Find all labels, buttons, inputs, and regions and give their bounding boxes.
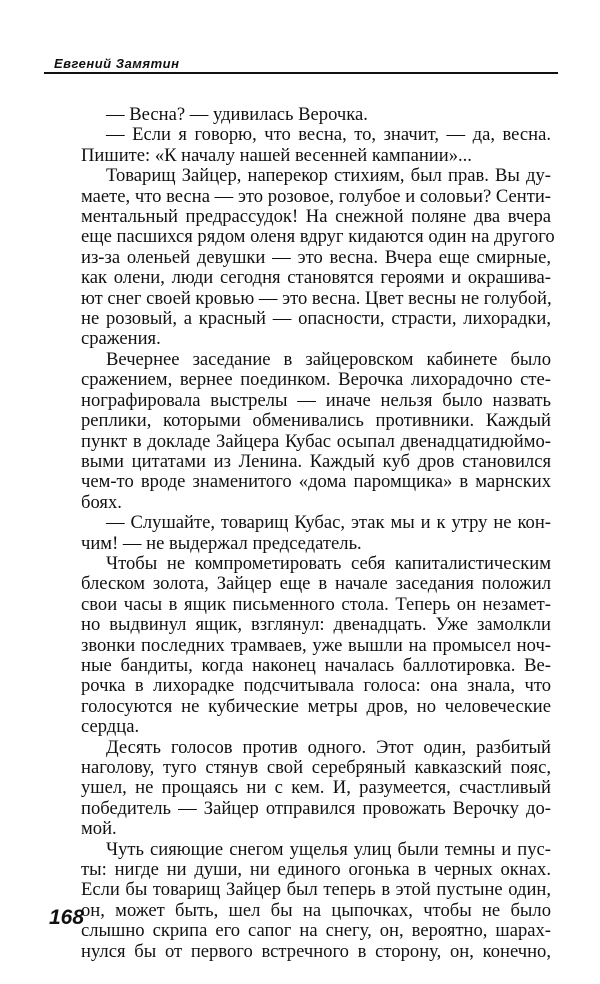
text-line: маете, что весна — это розовое, голубое и соловьи? Сенти-: [81, 185, 551, 207]
text-line: ушел, не прощаясь ни с кем. И, разумеется, счастливый: [81, 777, 551, 799]
text-line: пункт в докладе Зайцера Кубас осыпал двенадцатидюймо-: [81, 430, 551, 452]
text-line: Товарищ Зайцер, наперекор стихиям, был прав. Вы ду-: [106, 165, 551, 187]
text-line: чим! — не выдержал председатель.: [81, 532, 362, 554]
text-line: реплики, которыми обменивались противники. Каждый: [81, 410, 551, 432]
text-line: ют снег своей кровью — это весна. Цвет весны не голубой,: [81, 287, 552, 309]
header-rule: [44, 72, 558, 74]
running-head: Евгений Замятин: [54, 56, 180, 71]
text-line: звонки последних трамваев, уже вышли на промысел ноч-: [81, 634, 551, 656]
text-line: Пишите: «К началу нашей весенней кампании»...: [81, 144, 472, 166]
text-line: еще пасшихся рядом оленя вдруг кидаются один на другого: [81, 226, 555, 248]
page-number: 168: [49, 906, 85, 929]
text-line: — Слушайте, товарищ Кубас, этак мы и к утру не кон-: [106, 512, 551, 534]
text-line: ты: нигде ни души, ни единого огонька в черных окнах.: [81, 859, 551, 881]
text-line: — Весна? — удивилась Верочка.: [106, 104, 368, 125]
text-line: он, может быть, шел бы на цыпочках, чтобы не было: [81, 899, 551, 921]
text-line: мой.: [81, 818, 117, 840]
text-line: как олени, люди сегодня становятся героями и окрашива-: [81, 267, 551, 289]
text-line: не розовый, а красный — опасности, страсти, лихорадки,: [81, 308, 551, 330]
text-line: Чуть сияющие снегом ущелья улиц были темны и пус-: [106, 838, 551, 860]
text-line: сердца.: [81, 716, 140, 738]
text-line: — Если я говорю, что весна, то, значит, — да, весна.: [106, 124, 551, 146]
text-line: блеском золота, Зайцер еще в начале заседания положил: [81, 573, 551, 595]
text-line: победитель — Зайцер отправился провожать Верочку до-: [81, 797, 551, 819]
text-line: чем-то вроде знаменитого «дома паромщика» в марнских: [81, 471, 551, 493]
page-text: [81, 104, 555, 962]
text-line: Вечернее заседание в зайцеровском кабинете было: [106, 348, 551, 370]
text-line: Если бы товарищ Зайцер был теперь в этой пустыне один,: [81, 879, 551, 901]
text-line: наголову, туго стянув свой серебряный кавказский пояс,: [81, 757, 551, 778]
text-line: слышно скрипа его сапог на снегу, он, вероятно, шарах-: [81, 920, 551, 942]
text-line: сражения.: [81, 328, 161, 350]
text-line: нулся бы от первого встречного в сторону, он, конечно,: [81, 940, 551, 962]
text-line: из-за оленьей девушки — это весна. Вчера еще смирные,: [81, 246, 551, 268]
text-line: голосуются не кубические метры дров, но человеческие: [81, 695, 551, 717]
text-line: нографировала выстрелы — иначе нельзя было назвать: [81, 389, 551, 411]
text-line: Десять голосов против одного. Этот один, разбитый: [106, 736, 551, 758]
text-line: свои часы в ящик письменного стола. Теперь он незамет-: [81, 593, 551, 615]
text-line: Чтобы не компрометировать себя капиталистическим: [106, 552, 551, 574]
text-line: боях.: [81, 491, 122, 513]
text-line: но выдвинул ящик, взглянул: двенадцать. Уже замолкли: [81, 614, 551, 636]
text-line: рочка в лихорадке подсчитывала голоса: она знала, что: [81, 675, 551, 697]
text-line: выми цитатами из Ленина. Каждый куб дров становился: [81, 450, 551, 472]
text-line: ные бандиты, когда наконец началась баллотировка. Ве-: [81, 654, 551, 676]
text-line: сражением, вернее поединком. Верочка лихорадочно сте-: [81, 369, 551, 391]
text-line: ментальный предрассудок! На снежной поляне два вчера: [81, 206, 551, 228]
